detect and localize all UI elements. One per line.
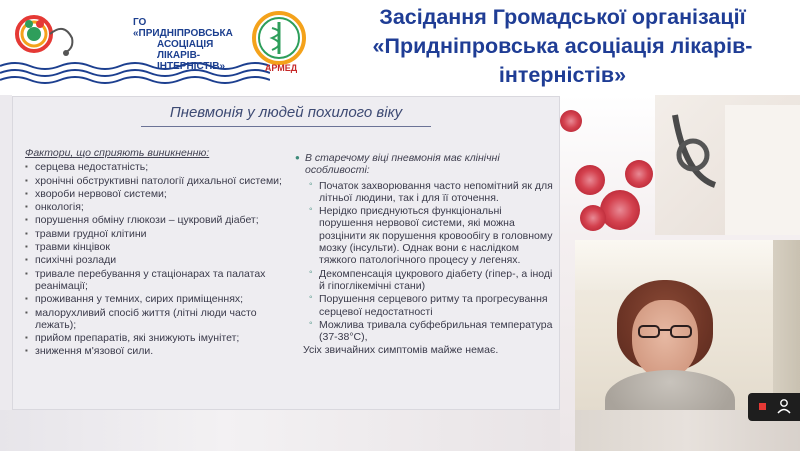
clinical-features-heading: ● В старечому віці пневмонія має клінічні особливості:	[295, 152, 553, 177]
association-name	[133, 17, 243, 72]
speaker-body	[605, 370, 735, 410]
speaker-face	[632, 300, 698, 378]
user-icon[interactable]	[776, 398, 792, 414]
meeting-title	[330, 3, 795, 90]
blood-cell-icon	[575, 165, 605, 195]
armed-label: АРМЕД	[264, 63, 298, 73]
list-item: ▪ зниження м'язової сили.	[25, 345, 283, 357]
clinical-features-column	[295, 152, 553, 357]
association-logo-icon	[12, 12, 82, 62]
list-item: ◦ Нерідко приєднуються функціональні порушення нервової системи, які можна розцінити як порушення кровообігу в головному мозку (інсульти). Однак вони є наслідком тяжкого патологічного процесу у легенях.	[309, 205, 553, 266]
video-controls-panel[interactable]	[748, 393, 800, 421]
armed-logo-icon	[250, 10, 308, 70]
risk-factors-column	[25, 147, 283, 359]
blood-cell-icon	[600, 190, 640, 230]
glasses-icon	[635, 323, 695, 339]
meeting-title-line-2: «Придніпровська асоціація лікарів-	[372, 34, 753, 58]
slide-title: Пневмонія у людей похилого віку	[169, 104, 403, 121]
background-bottom-strip	[0, 410, 560, 451]
stethoscope-icon	[655, 95, 800, 235]
speaker-webcam-video[interactable]	[575, 240, 800, 410]
meeting-title-line-1: Засідання Громадської організації	[379, 5, 746, 29]
list-item: ▪ серцева недостатність;	[25, 161, 283, 173]
clinical-features-list	[295, 180, 553, 344]
blood-cell-icon	[560, 110, 582, 132]
list-item: ▪ травми кінцівок	[25, 241, 283, 253]
risk-factors-heading: Фактори, що сприяють виникненню:	[25, 147, 210, 159]
list-item: ◦ Порушення серцевого ритму та прогресування серцевої недостатності	[309, 293, 553, 318]
list-item: ◦ Можлива тривала субфебрильная температура (37-38°С),	[309, 319, 553, 344]
title-divider	[141, 126, 431, 127]
meeting-header	[0, 0, 800, 95]
association-name-line-2: АСОЦІАЦІЯ	[157, 39, 214, 50]
list-item: ▪ психічні розлади	[25, 254, 283, 266]
association-name-line-1: ГО «ПРИДНІПРОВСЬКА	[133, 17, 233, 39]
list-item: ▪ тривале перебування у стаціонарах та палатах реанімації;	[25, 268, 283, 293]
presentation-slide	[12, 96, 560, 410]
list-item: ▪ проживання у темних, сирих приміщеннях;	[25, 293, 283, 305]
stethoscope-image	[655, 95, 800, 235]
risk-factors-list	[25, 161, 283, 357]
list-item: ▪ малорухливий спосіб життя (літні люди часто лежать);	[25, 307, 283, 332]
list-item: ▪ хронічні обструктивні патології дихальної системи;	[25, 175, 283, 187]
list-item: ◦ Декомпенсація цукрового діабету (гіпер-, а іноді й гіпоглікемічні стани)	[309, 268, 553, 293]
webcam-background-shelf	[575, 240, 800, 290]
list-item: ▪ онкологія;	[25, 201, 283, 213]
list-item: ◦ Початок захворювання часто непомітний як для літньої людини, так і для її оточення.	[309, 180, 553, 205]
list-item: ▪ хвороби нервової системи;	[25, 188, 283, 200]
list-item: ▪ прийом препаратів, які знижують імунітет;	[25, 332, 283, 344]
list-item: ▪ травми грудної клітини	[25, 228, 283, 240]
meeting-title-line-3: інтерністів»	[498, 63, 627, 87]
background-left-strip	[0, 95, 12, 415]
list-item: ▪ порушення обміну глюкози – цукровий діабет;	[25, 214, 283, 226]
clinical-features-footer: Усіх звичайних симптомів майже немає.	[303, 344, 499, 357]
blood-cell-icon	[625, 160, 653, 188]
record-stop-icon[interactable]	[759, 403, 766, 410]
webcam-background-wall	[773, 240, 800, 410]
association-name-line-3: ЛІКАРІВ-ІНТЕРНІСТІВ»	[157, 50, 226, 72]
blood-cell-icon	[580, 205, 606, 231]
